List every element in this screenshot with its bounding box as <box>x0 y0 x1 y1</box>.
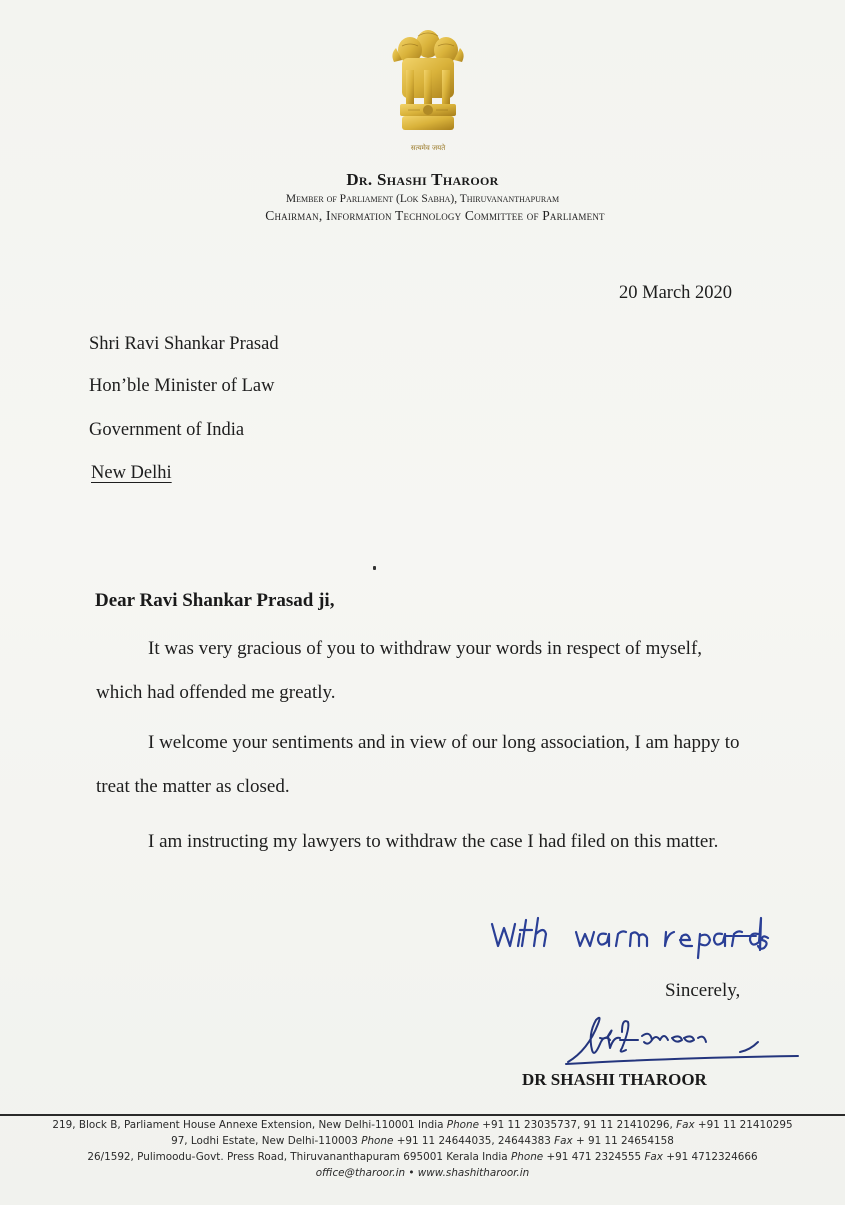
handwritten-regards <box>488 910 778 960</box>
footer-contact-links <box>0 1167 845 1179</box>
body-paragraph-1: It was very gracious of you to withdraw your words in respect of myself, which had offended me greatly. <box>96 638 703 703</box>
footer-address-thiruvananthapuram: 26/1592, Pulimoodu-Govt. Press Road, Thiruvananthapuram 695001 Kerala India Phone +91 471 2324555 Fax +91 4712324666 <box>87 1151 758 1163</box>
footer-address-delhi-office: 219, Block B, Parliament House Annexe Extension, New Delhi-110001 India Phone +91 11 23035737, 91 11 21410296, Fax +91 11 21410295 <box>52 1119 793 1131</box>
body-paragraph-2: I welcome your sentiments and in view of our long association, I am happy to treat the matter as closed. <box>96 732 740 797</box>
footer-email-website: office@tharoor.in • www.shashitharoor.in <box>315 1167 530 1179</box>
salutation: Dear Ravi Shankar Prasad ji, <box>95 590 335 611</box>
letterhead-title-chairman: Chairman, Information Technology Committee of Parliament <box>265 208 605 223</box>
footer-divider <box>0 1114 845 1116</box>
lion-capital-icon <box>388 26 468 144</box>
recipient-title: Hon’ble Minister of Law <box>89 376 275 396</box>
closing: Sincerely, <box>665 980 741 1001</box>
letterhead-name: Dr. Shashi Tharoor <box>346 170 499 189</box>
footer-address-lodhi-estate: 97, Lodhi Estate, New Delhi-110003 Phone +91 11 24644035, 24644383 Fax + 91 11 24654158 <box>171 1135 674 1147</box>
body-paragraph-3: I am instructing my lawyers to withdraw the case I had filed on this matter. <box>148 831 719 852</box>
letterhead-title-mp: Member of Parliament (Lok Sabha), Thiruvananthapuram <box>285 193 560 205</box>
state-emblem-logo <box>388 26 468 166</box>
paper-speck <box>373 566 376 570</box>
signatory-name: DR SHASHI THAROOR <box>522 1070 707 1089</box>
recipient-name: Shri Ravi Shankar Prasad <box>89 334 279 354</box>
letter-date: 20 March 2020 <box>619 283 733 303</box>
emblem-motto: सत्यमेव जयते <box>410 144 446 152</box>
recipient-city: New Delhi <box>91 463 172 483</box>
recipient-organization: Government of India <box>89 420 245 440</box>
signature <box>560 1010 805 1070</box>
